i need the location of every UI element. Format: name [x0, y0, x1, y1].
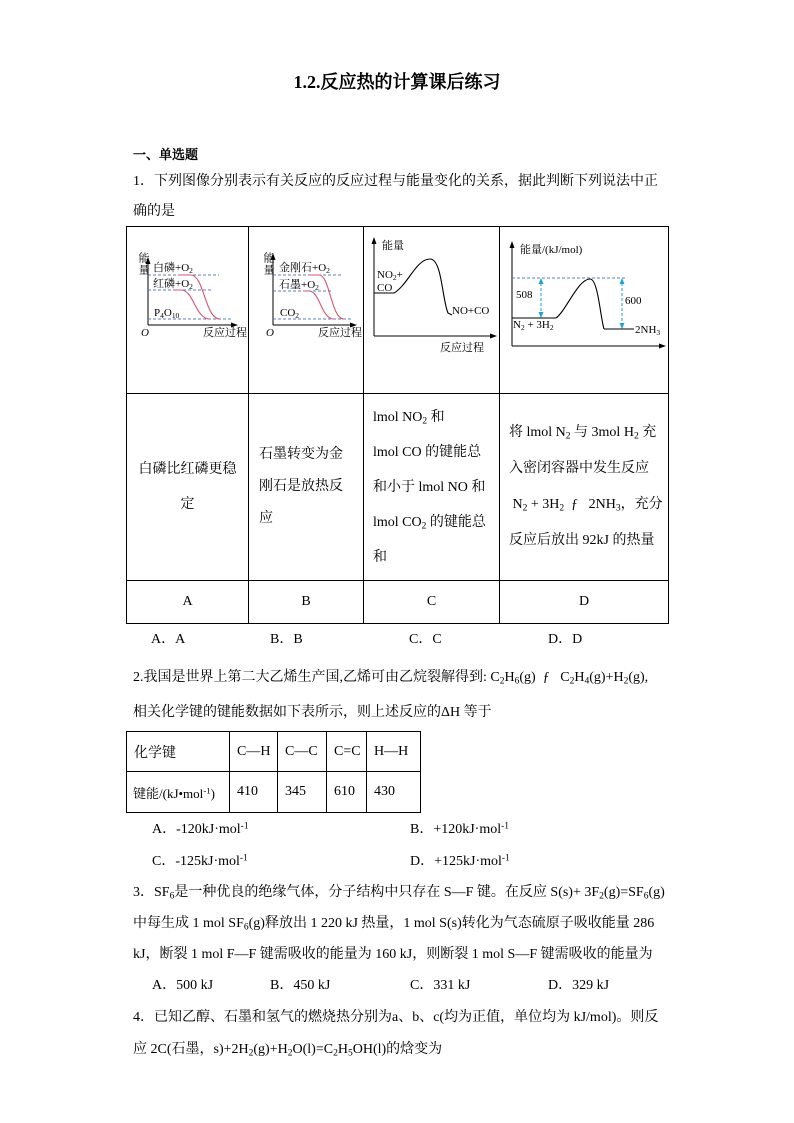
page-title: 1.2.反应热的计算课后练习 [293, 72, 501, 92]
question-2-option-a: A．-120kJ·mol$^{-1}$ [152, 821, 249, 837]
question-1-figure-table [126, 226, 669, 624]
column-letter-a: A [127, 581, 249, 624]
table-header-cell: C=C [327, 732, 367, 772]
origin-label: O [141, 327, 149, 339]
question-1-option-b: B．B [270, 632, 303, 647]
product-level-label: $P_4O_{10}$ [154, 307, 180, 321]
table-header-cell: 化学键 [127, 732, 230, 772]
question-2-stem-line: 2.我国是世界上第二大乙烯生产国,乙烯可由乙烷裂解得到: $C_2H_6(g)$ ƒ $C_2H_4(g)+H_2(g)$, [133, 670, 649, 687]
reactant-level-label [377, 269, 403, 295]
origin-label: O [266, 327, 274, 339]
statement-cell-c [364, 394, 500, 581]
question-2-option-b: B．+120kJ·mol$^{-1}$ [410, 821, 510, 837]
reactant-label-line: CO [377, 282, 393, 294]
statement-line: 反应后放出 92kJ 的热量 [509, 533, 655, 548]
release-gap-arrow-head-up [620, 278, 625, 284]
lower-level-label: 石墨$+O_2$ [279, 279, 319, 293]
x-axis-arrow [659, 344, 666, 349]
figure-cell-c [364, 227, 500, 394]
y-axis-arrow [372, 237, 377, 244]
energy-axis-label: 能量 [262, 252, 274, 276]
energy-axis-label: 能量/(kJ/mol) [520, 244, 583, 256]
statement-line: 和 [373, 549, 387, 565]
statement-line: lmol $NO_2$ 和 [373, 409, 445, 427]
reactant-level-label: $N_2 + 3H_2$ [513, 319, 554, 333]
reaction-progress-axis-label: 反应过程 [318, 327, 362, 339]
table-header-cell: H—H [367, 732, 421, 772]
statement-line: 刚石是放热反 [259, 479, 343, 494]
question-2-stem-line: 相关化学键的键能数据如下表所示，则上述反应的ΔH 等于 [133, 705, 492, 720]
reactant-label-line: $NO_2+$ [377, 269, 403, 283]
column-letter-b: B [249, 581, 364, 624]
statement-cell-b [249, 394, 364, 581]
energy-diagram-b [249, 227, 363, 393]
table-header-cell: C—C [278, 732, 327, 772]
question-3-stem-line: kJ，断裂 1 mol F—F 键需吸收的能量为 160 kJ，则断裂 1 mol S—F 键需吸收的能量为 [133, 947, 653, 962]
statement-line: lmol $CO_2$ 的键能总 [373, 514, 486, 532]
question-3-stem-line: 3．$SF_6$是一种优良的绝缘气体，分子结构中只存在 S—F 键。在反应 $S(s)+ 3F_2(g)=SF_6(g)$ [133, 885, 665, 902]
lower-level-label: 红磷$+O_2$ [153, 278, 193, 292]
question-3-option-c: C．331 kJ [410, 978, 471, 993]
statement-line: 应 [259, 511, 273, 526]
question-2-option-d: D．+125kJ·mol$^{-1}$ [410, 853, 510, 869]
energy-axis-label: 能量 [382, 240, 404, 252]
figure-cell-d [500, 227, 669, 394]
table-cell: 610 [327, 772, 367, 813]
product-level-label: $CO_2$ [280, 307, 300, 321]
question-3-stem-line: 中每生成 1 mol $SF_6(g)$释放出 1 220 kJ 热量，1 mol S(s)转化为气态硫原子吸收能量 286 [133, 916, 655, 933]
table-header-cell: C—H [230, 732, 278, 772]
statement-line: 白磷比红磷更稳 [138, 462, 237, 477]
lower-energy-curve [303, 291, 334, 319]
statement-line: 入密闭容器中发生反应 [509, 461, 649, 476]
product-level-label: NO+CO [452, 305, 490, 317]
statement-line: lmol CO 的键能总 [373, 444, 482, 460]
table-row-label: 键能/(kJ•mol$^{-1}$) [127, 772, 230, 813]
statement-cell-d [500, 394, 669, 581]
upper-level-label: 白磷$+O_2$ [153, 262, 193, 276]
reaction-progress-axis-label: 反应过程 [440, 342, 484, 354]
bond-energy-table [126, 731, 421, 813]
table-cell: 430 [367, 772, 421, 813]
figure-cell-b [249, 227, 364, 394]
question-3-option-b: B．450 kJ [270, 978, 331, 993]
question-3-option-d: D．329 kJ [548, 978, 610, 993]
question-1-option-c: C．C [409, 632, 442, 647]
question-4-stem-line: 应 2C(石墨，$s)+2H_2(g)+H_2O(l)=C_2H_5OH(l)$的焓变为 [133, 1042, 443, 1059]
question-3-option-a: A．500 kJ [152, 978, 214, 993]
figure-cell-a [127, 227, 249, 394]
section-heading: 一、单选题 [133, 147, 199, 162]
reaction-progress-axis-label: 反应过程 [203, 327, 247, 339]
energy-diagram-d [500, 227, 668, 393]
y-axis-arrow [510, 241, 515, 248]
question-2-option-c: C．-125kJ·mol$^{-1}$ [152, 853, 248, 869]
statement-line: 将 lmol $N_2$ 与 3mol $H_2$ 充 [509, 425, 657, 442]
question-1-option-d: D．D [548, 632, 583, 647]
column-letter-d: D [500, 581, 669, 624]
column-letter-c: C [364, 581, 500, 624]
table-cell: 410 [230, 772, 278, 813]
product-level-label: $2NH_3$ [635, 324, 661, 338]
energy-diagram-a [127, 227, 248, 393]
energy-diagram-c [364, 227, 499, 393]
statement-line: 定 [180, 497, 195, 512]
question-4-stem-line: 4．已知乙醇、石墨和氢气的燃烧热分别为a、b、c(均为正值，单位均为 kJ/mol)。则反 [133, 1010, 659, 1025]
statement-line: $N_2 + 3H_2$ ƒ $2NH_3$，充分 [509, 497, 663, 514]
statement-line: 石墨转变为金 [259, 447, 343, 462]
activation-gap-arrow-head-down [539, 312, 544, 318]
question-1-stem-line: 确的是 [133, 204, 175, 219]
statement-cell-a [127, 394, 249, 581]
activation-energy-value: 508 [516, 289, 533, 301]
x-axis-arrow [490, 334, 497, 339]
released-energy-value: 600 [625, 295, 642, 307]
reaction-energy-curve [556, 279, 604, 329]
question-1-option-a: A．A [151, 632, 186, 647]
table-cell: 345 [278, 772, 327, 813]
upper-level-label: 金刚石$+O_2$ [279, 262, 330, 276]
energy-axis-label: 能量 [137, 252, 149, 276]
activation-gap-arrow-head-up [539, 278, 544, 284]
question-1-stem-line: 1．下列图像分别表示有关反应的反应过程与能量变化的关系，据此判断下列说法中正 [133, 174, 658, 189]
statement-line: 和小于 lmol NO 和 [373, 479, 486, 495]
release-gap-arrow-head-down [620, 323, 625, 329]
